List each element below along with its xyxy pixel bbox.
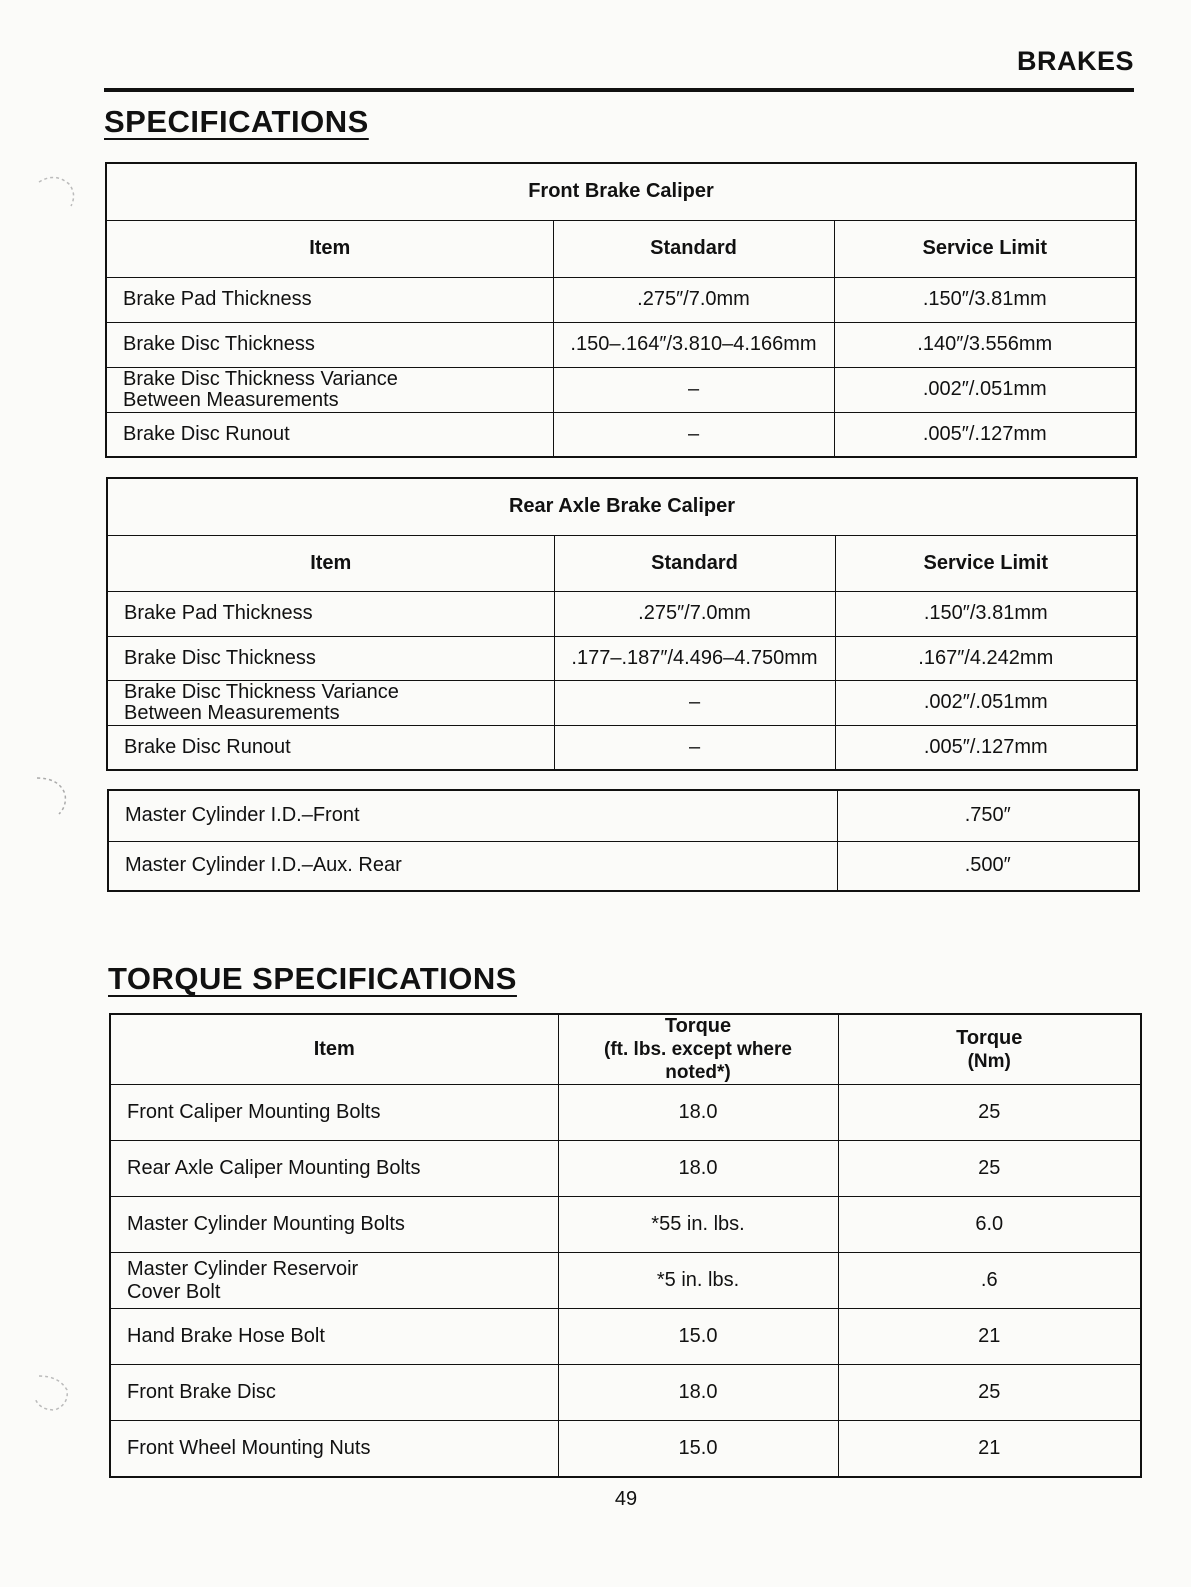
item-cell: Hand Brake Hose Bolt <box>110 1309 558 1365</box>
page-number: 49 <box>614 1488 638 1510</box>
standard-cell: .177–.187″/4.496–4.750mm <box>554 636 835 680</box>
item-line: Brake Disc Thickness Variance <box>123 367 398 390</box>
header-line: Torque <box>664 1015 732 1037</box>
table-row <box>110 1197 1141 1253</box>
item-line: Brake Disc Thickness Variance <box>124 680 399 703</box>
ftlbs-cell: 15.0 <box>558 1421 838 1477</box>
limit-cell: .002″/.051mm <box>835 680 1137 725</box>
table-row <box>106 277 1136 322</box>
item-line: Master Cylinder Reservoir <box>127 1257 359 1280</box>
limit-cell: .150″/3.81mm <box>834 277 1136 322</box>
nm-cell: 21 <box>838 1421 1141 1477</box>
limit-cell: .002″/.051mm <box>834 367 1136 412</box>
column-header-item: Item <box>106 220 553 277</box>
item-cell: Rear Axle Caliper Mounting Bolts <box>110 1141 558 1197</box>
binder-hole-mark <box>25 170 85 220</box>
limit-cell: .140″/3.556mm <box>834 322 1136 367</box>
column-header-standard: Standard <box>554 535 835 591</box>
ftlbs-cell: *5 in. lbs. <box>558 1253 838 1309</box>
table-row <box>110 1253 1141 1309</box>
item-cell: Front Caliper Mounting Bolts <box>110 1085 558 1141</box>
value-cell: .750″ <box>837 790 1139 841</box>
table-row <box>107 725 1137 770</box>
item-cell: Brake Disc Thickness <box>106 322 553 367</box>
item-cell: Brake Disc Runout <box>106 412 553 457</box>
table-row <box>110 1309 1141 1365</box>
ftlbs-cell: 18.0 <box>558 1365 838 1421</box>
standard-cell: .275″/7.0mm <box>554 591 835 636</box>
table-row <box>110 1365 1141 1421</box>
standard-cell: – <box>553 367 834 412</box>
section-header: BRAKES <box>1016 46 1134 76</box>
table-row <box>110 1421 1141 1477</box>
header-line: (Nm) <box>967 1050 1011 1072</box>
standard-cell: .150–.164″/3.810–4.166mm <box>553 322 834 367</box>
item-line: Between Measurements <box>124 701 340 724</box>
table-row <box>106 412 1136 457</box>
value-cell: .500″ <box>837 841 1139 891</box>
item-cell: Brake Disc Thickness <box>107 636 554 680</box>
binder-hole-mark <box>25 772 85 822</box>
nm-cell: 25 <box>838 1365 1141 1421</box>
standard-cell: – <box>553 412 834 457</box>
ftlbs-cell: 18.0 <box>558 1085 838 1141</box>
item-cell: Master Cylinder I.D.–Front <box>108 790 837 841</box>
table-row <box>107 591 1137 636</box>
item-cell: Master Cylinder Mounting Bolts <box>110 1197 558 1253</box>
table-row <box>110 1085 1141 1141</box>
header-line: (ft. lbs. except where noted*) <box>604 1039 792 1083</box>
column-header-torque-nm <box>838 1014 1141 1085</box>
torque-specifications-title: TORQUE SPECIFICATIONS <box>108 961 517 996</box>
item-line: Between Measurements <box>123 388 339 411</box>
standard-cell: – <box>554 680 835 725</box>
column-header-service-limit: Service Limit <box>834 220 1136 277</box>
nm-cell: .6 <box>838 1253 1141 1309</box>
table-row <box>110 1141 1141 1197</box>
table-row <box>107 680 1137 725</box>
item-cell: Brake Pad Thickness <box>107 591 554 636</box>
item-cell: Brake Disc Runout <box>107 725 554 770</box>
master-cylinder-table <box>107 789 1140 892</box>
item-cell <box>107 680 554 725</box>
nm-cell: 21 <box>838 1309 1141 1365</box>
column-header-item: Item <box>110 1014 558 1085</box>
nm-cell: 6.0 <box>838 1197 1141 1253</box>
ftlbs-cell: 18.0 <box>558 1141 838 1197</box>
column-header-service-limit: Service Limit <box>835 535 1137 591</box>
item-cell: Brake Pad Thickness <box>106 277 553 322</box>
table-row <box>108 841 1139 891</box>
ftlbs-cell: *55 in. lbs. <box>558 1197 838 1253</box>
item-cell: Front Brake Disc <box>110 1365 558 1421</box>
item-cell: Master Cylinder I.D.–Aux. Rear <box>108 841 837 891</box>
column-header-standard: Standard <box>553 220 834 277</box>
item-cell <box>106 367 553 412</box>
table-row <box>106 322 1136 367</box>
table-row <box>107 636 1137 680</box>
table-caption: Rear Axle Brake Caliper <box>107 478 1137 535</box>
limit-cell: .005″/.127mm <box>834 412 1136 457</box>
item-line: Cover Bolt <box>127 1280 221 1303</box>
table-row <box>106 367 1136 412</box>
header-line: Torque <box>956 1026 1023 1049</box>
limit-cell: .167″/4.242mm <box>835 636 1137 680</box>
nm-cell: 25 <box>838 1141 1141 1197</box>
header-rule <box>104 88 1134 92</box>
specifications-title: SPECIFICATIONS <box>104 104 369 139</box>
front-brake-caliper-table <box>105 162 1137 458</box>
torque-table <box>109 1013 1142 1478</box>
limit-cell: .150″/3.81mm <box>835 591 1137 636</box>
limit-cell: .005″/.127mm <box>835 725 1137 770</box>
column-header-torque-ftlbs <box>558 1014 838 1085</box>
binder-hole-mark <box>25 1366 85 1416</box>
nm-cell: 25 <box>838 1085 1141 1141</box>
table-caption: Front Brake Caliper <box>106 163 1136 220</box>
standard-cell: .275″/7.0mm <box>553 277 834 322</box>
item-cell <box>110 1253 558 1309</box>
item-cell: Front Wheel Mounting Nuts <box>110 1421 558 1477</box>
table-row <box>108 790 1139 841</box>
standard-cell: – <box>554 725 835 770</box>
rear-axle-brake-caliper-table <box>106 477 1138 771</box>
column-header-item: Item <box>107 535 554 591</box>
ftlbs-cell: 15.0 <box>558 1309 838 1365</box>
